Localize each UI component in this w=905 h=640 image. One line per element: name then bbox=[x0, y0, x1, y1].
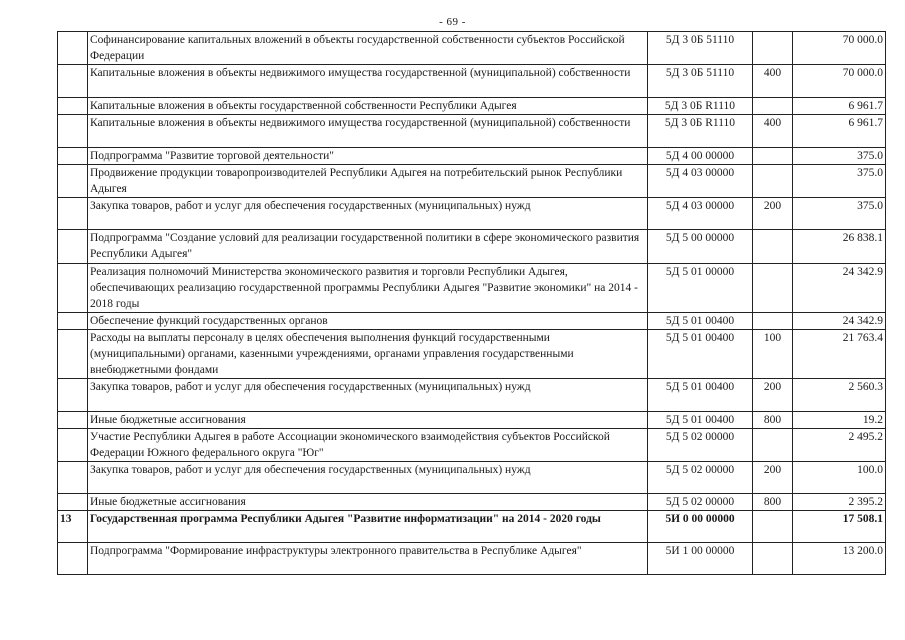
row-number-cell bbox=[58, 65, 88, 98]
expense-type-code-cell bbox=[753, 511, 793, 543]
row-number-cell bbox=[58, 313, 88, 330]
amount-cell: 375.0 bbox=[793, 165, 886, 198]
expense-name-cell: Государственная программа Республики Адыгея "Развитие информатизации" на 2014 - 2020 годы bbox=[88, 511, 648, 543]
target-article-code-cell: 5Д 5 01 00400 bbox=[648, 412, 753, 429]
expense-name-cell: Подпрограмма "Формирование инфраструктуры электронного правительства в Республике Адыгея" bbox=[88, 543, 648, 575]
target-article-code-cell: 5Д 3 0Б 51110 bbox=[648, 32, 753, 65]
target-article-code-cell: 5Д 4 03 00000 bbox=[648, 198, 753, 230]
amount-cell: 6 961.7 bbox=[793, 115, 886, 148]
target-article-code-cell: 5Д 4 00 00000 bbox=[648, 148, 753, 165]
row-number-cell bbox=[58, 148, 88, 165]
row-number-cell bbox=[58, 98, 88, 115]
amount-cell: 70 000.0 bbox=[793, 65, 886, 98]
target-article-code-cell: 5Д 5 01 00400 bbox=[648, 379, 753, 412]
table-row bbox=[58, 148, 886, 165]
expense-name-cell: Подпрограмма "Создание условий для реализации государственной политики в сфере экономического развития Республики Адыгея" bbox=[88, 230, 648, 264]
target-article-code-cell: 5Д 5 01 00400 bbox=[648, 313, 753, 330]
budget-table-body bbox=[58, 32, 886, 575]
row-number-cell bbox=[58, 412, 88, 429]
expense-type-code-cell: 200 bbox=[753, 379, 793, 412]
expense-name-cell: Иные бюджетные ассигнования bbox=[88, 412, 648, 429]
target-article-code-cell: 5Д 5 02 00000 bbox=[648, 494, 753, 511]
amount-cell: 70 000.0 bbox=[793, 32, 886, 65]
expense-type-code-cell bbox=[753, 543, 793, 575]
row-number-cell bbox=[58, 543, 88, 575]
row-number-cell bbox=[58, 462, 88, 494]
expense-name-cell: Капитальные вложения в объекты недвижимого имущества государственной (муниципальной) собственности bbox=[88, 65, 648, 98]
expense-name-cell: Закупка товаров, работ и услуг для обеспечения государственных (муниципальных) нужд bbox=[88, 462, 648, 494]
amount-cell: 375.0 bbox=[793, 198, 886, 230]
amount-cell: 21 763.4 bbox=[793, 330, 886, 379]
target-article-code-cell: 5Д 5 01 00400 bbox=[648, 330, 753, 379]
row-number-cell bbox=[58, 230, 88, 264]
table-row bbox=[58, 264, 886, 313]
table-row bbox=[58, 330, 886, 379]
table-row bbox=[58, 429, 886, 462]
amount-cell: 13 200.0 bbox=[793, 543, 886, 575]
row-number-cell: 13 bbox=[58, 511, 88, 543]
expense-type-code-cell: 400 bbox=[753, 65, 793, 98]
expense-type-code-cell: 400 bbox=[753, 115, 793, 148]
target-article-code-cell: 5Д 3 0Б R1110 bbox=[648, 115, 753, 148]
amount-cell: 100.0 bbox=[793, 462, 886, 494]
table-row bbox=[58, 115, 886, 148]
target-article-code-cell: 5И 0 00 00000 bbox=[648, 511, 753, 543]
expense-type-code-cell bbox=[753, 264, 793, 313]
target-article-code-cell: 5Д 5 02 00000 bbox=[648, 429, 753, 462]
expense-type-code-cell: 800 bbox=[753, 412, 793, 429]
expense-type-code-cell: 200 bbox=[753, 462, 793, 494]
table-row bbox=[58, 462, 886, 494]
row-number-cell bbox=[58, 264, 88, 313]
amount-cell: 2 395.2 bbox=[793, 494, 886, 511]
table-row bbox=[58, 379, 886, 412]
target-article-code-cell: 5Д 3 0Б R1110 bbox=[648, 98, 753, 115]
row-number-cell bbox=[58, 429, 88, 462]
expense-name-cell: Реализация полномочий Министерства экономического развития и торговли Республики Адыгея, обеспечивающих реализацию государственной программы Республики Адыгея "Развитие экономики" на 2014 - 2018 годы bbox=[88, 264, 648, 313]
amount-cell: 6 961.7 bbox=[793, 98, 886, 115]
table-row bbox=[58, 511, 886, 543]
amount-cell: 19.2 bbox=[793, 412, 886, 429]
expense-name-cell: Закупка товаров, работ и услуг для обеспечения государственных (муниципальных) нужд bbox=[88, 198, 648, 230]
table-row bbox=[58, 313, 886, 330]
row-number-cell bbox=[58, 379, 88, 412]
expense-type-code-cell bbox=[753, 148, 793, 165]
expense-type-code-cell bbox=[753, 313, 793, 330]
expense-type-code-cell bbox=[753, 165, 793, 198]
amount-cell: 2 495.2 bbox=[793, 429, 886, 462]
expense-name-cell: Продвижение продукции товаропроизводителей Республики Адыгея на потребительский рынок Республики Адыгея bbox=[88, 165, 648, 198]
row-number-cell bbox=[58, 198, 88, 230]
amount-cell: 26 838.1 bbox=[793, 230, 886, 264]
amount-cell: 2 560.3 bbox=[793, 379, 886, 412]
target-article-code-cell: 5Д 4 03 00000 bbox=[648, 165, 753, 198]
budget-table bbox=[57, 31, 886, 575]
table-row bbox=[58, 98, 886, 115]
row-number-cell bbox=[58, 330, 88, 379]
row-number-cell bbox=[58, 494, 88, 511]
expense-type-code-cell: 800 bbox=[753, 494, 793, 511]
expense-name-cell: Капитальные вложения в объекты государственной собственности Республики Адыгея bbox=[88, 98, 648, 115]
table-row bbox=[58, 412, 886, 429]
amount-cell: 17 508.1 bbox=[793, 511, 886, 543]
expense-name-cell: Подпрограмма "Развитие торговой деятельности" bbox=[88, 148, 648, 165]
table-row bbox=[58, 543, 886, 575]
table-row bbox=[58, 494, 886, 511]
expense-name-cell: Закупка товаров, работ и услуг для обеспечения государственных (муниципальных) нужд bbox=[88, 379, 648, 412]
expense-type-code-cell: 200 bbox=[753, 198, 793, 230]
page-number: - 69 - bbox=[439, 16, 466, 28]
expense-name-cell: Обеспечение функций государственных органов bbox=[88, 313, 648, 330]
expense-type-code-cell bbox=[753, 429, 793, 462]
expense-type-code-cell: 100 bbox=[753, 330, 793, 379]
row-number-cell bbox=[58, 115, 88, 148]
expense-name-cell: Иные бюджетные ассигнования bbox=[88, 494, 648, 511]
table-row bbox=[58, 198, 886, 230]
expense-name-cell: Капитальные вложения в объекты недвижимого имущества государственной (муниципальной) собственности bbox=[88, 115, 648, 148]
target-article-code-cell: 5Д 3 0Б 51110 bbox=[648, 65, 753, 98]
target-article-code-cell: 5И 1 00 00000 bbox=[648, 543, 753, 575]
target-article-code-cell: 5Д 5 00 00000 bbox=[648, 230, 753, 264]
row-number-cell bbox=[58, 165, 88, 198]
expense-name-cell: Софинансирование капитальных вложений в объекты государственной собственности субъектов Российской Федерации bbox=[88, 32, 648, 65]
amount-cell: 24 342.9 bbox=[793, 264, 886, 313]
expense-type-code-cell bbox=[753, 98, 793, 115]
expense-name-cell: Участие Республики Адыгея в работе Ассоциации экономического взаимодействия субъектов Российской Федерации Южного федерального округа "Юг" bbox=[88, 429, 648, 462]
amount-cell: 375.0 bbox=[793, 148, 886, 165]
row-number-cell bbox=[58, 32, 88, 65]
table-row bbox=[58, 165, 886, 198]
expense-type-code-cell bbox=[753, 230, 793, 264]
target-article-code-cell: 5Д 5 01 00000 bbox=[648, 264, 753, 313]
expense-type-code-cell bbox=[753, 32, 793, 65]
expense-name-cell: Расходы на выплаты персоналу в целях обеспечения выполнения функций государственными (муниципальными) органами, казенными учреждениями, органами управления государственными внебюджетными фондами bbox=[88, 330, 648, 379]
amount-cell: 24 342.9 bbox=[793, 313, 886, 330]
target-article-code-cell: 5Д 5 02 00000 bbox=[648, 462, 753, 494]
table-row bbox=[58, 230, 886, 264]
table-row bbox=[58, 65, 886, 98]
table-row bbox=[58, 32, 886, 65]
